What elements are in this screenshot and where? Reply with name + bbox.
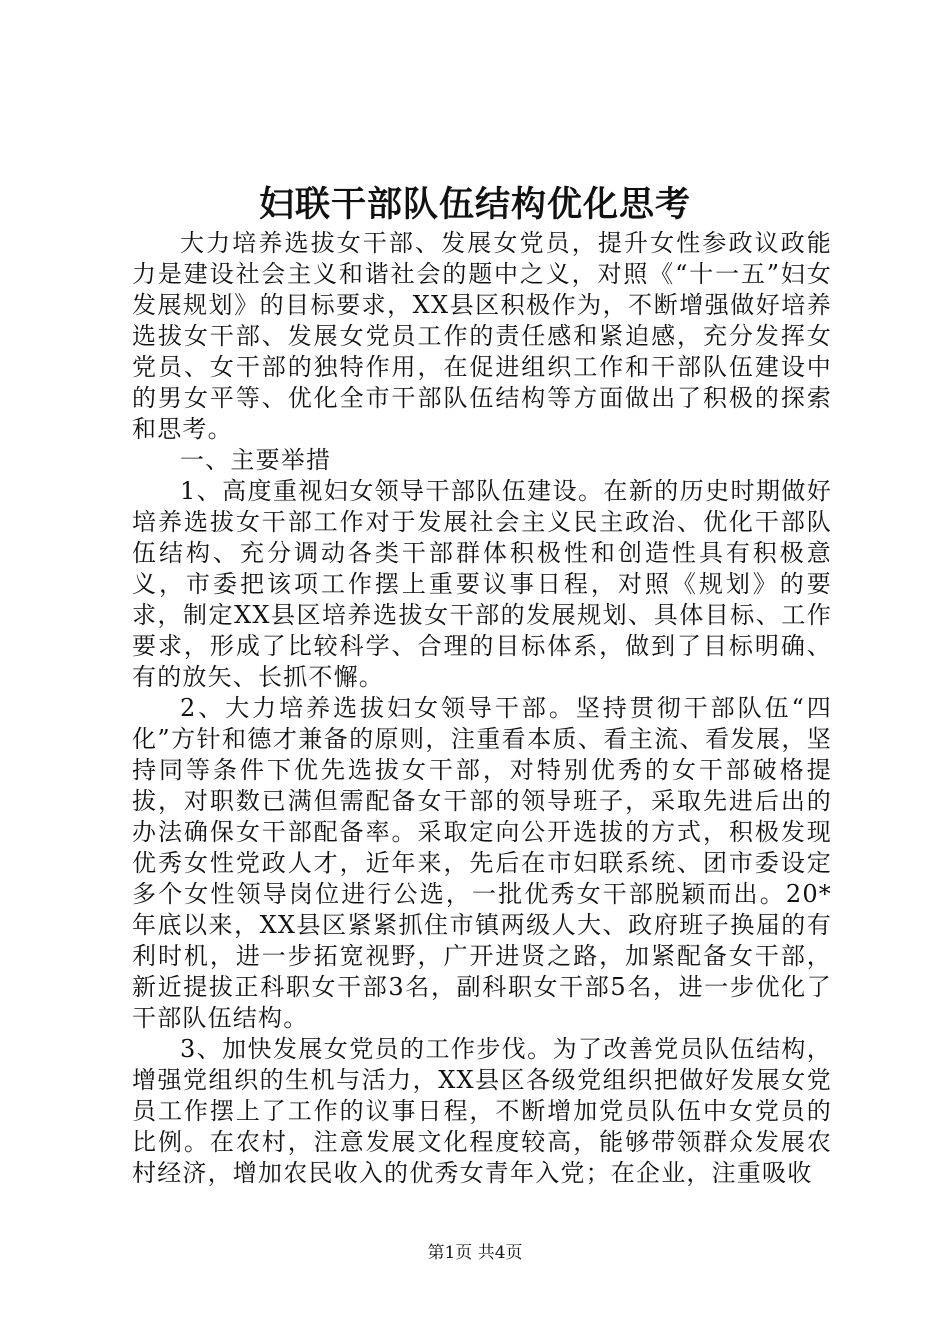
paragraph-item-1: 1、高度重视妇女领导干部队伍建设。在新的历史时期做好培养选拔女干部工作对于发展社会主义民主政治、优化干部队伍结构、充分调动各类干部群体积极性和创造性具有积极意义，市委把该项工作摆上重要议事日程，对照《规划》的要求，制定XX县区培养选拔女干部的发展规划、具体目标、工作要求，形成了比较科学、合理的目标体系，做到了目标明确、有的放矢、长抓不懈。: [132, 477, 832, 691]
page-number-footer: 第1页 共4页: [427, 1243, 523, 1263]
document-body: [132, 228, 832, 1189]
paragraph-item-2: 2、大力培养选拔妇女领导干部。坚持贯彻干部队伍“四化”方针和德才兼备的原则，注重看本质、看主流、看发展，坚持同等条件下优先选拔女干部，对特别优秀的女干部破格提拔，对职数已满但需配备女干部的领导班子，采取先进后出的办法确保女干部配备率。采取定向公开选拔的方式，积极发现优秀女性党政人才，近年来，先后在市妇联系统、团市委设定多个女性领导岗位进行公选，一批优秀女干部脱颖而出。20*年底以来，XX县区紧紧抓住市镇两级人大、政府班子换届的有利时机，进一步拓宽视野，广开进贤之路，加紧配备女干部，新近提拔正科职女干部3名，副科职女干部5名，进一步优化了干部队伍结构。: [132, 694, 832, 1032]
paragraph-intro: 大力培养选拔女干部、发展女党员，提升女性参政议政能力是建设社会主义和谐社会的题中之义，对照《“十一五”妇女发展规划》的目标要求，XX县区积极作为，不断增强做好培养选拔女干部、发展女党员工作的责任感和紧迫感，充分发挥女党员、女干部的独特作用，在促进组织工作和干部队伍建设中的男女平等、优化全市干部队伍结构等方面做出了积极的探索和思考。: [132, 229, 832, 443]
paragraph-item-3: 3、加快发展女党员的工作步伐。为了改善党员队伍结构，增强党组织的生机与活力，XX县区各级党组织把做好发展女党员工作摆上了工作的议事日程，不断增加党员队伍中女党员的比例。在农村，注意发展文化程度较高，能够带领群众发展农村经济，增加农民收入的优秀女青年入党；在企业，注重吸收: [132, 1035, 832, 1187]
document-title: 妇联干部队伍结构优化思考: [258, 184, 691, 225]
section-heading: 一、主要举措: [180, 446, 332, 474]
